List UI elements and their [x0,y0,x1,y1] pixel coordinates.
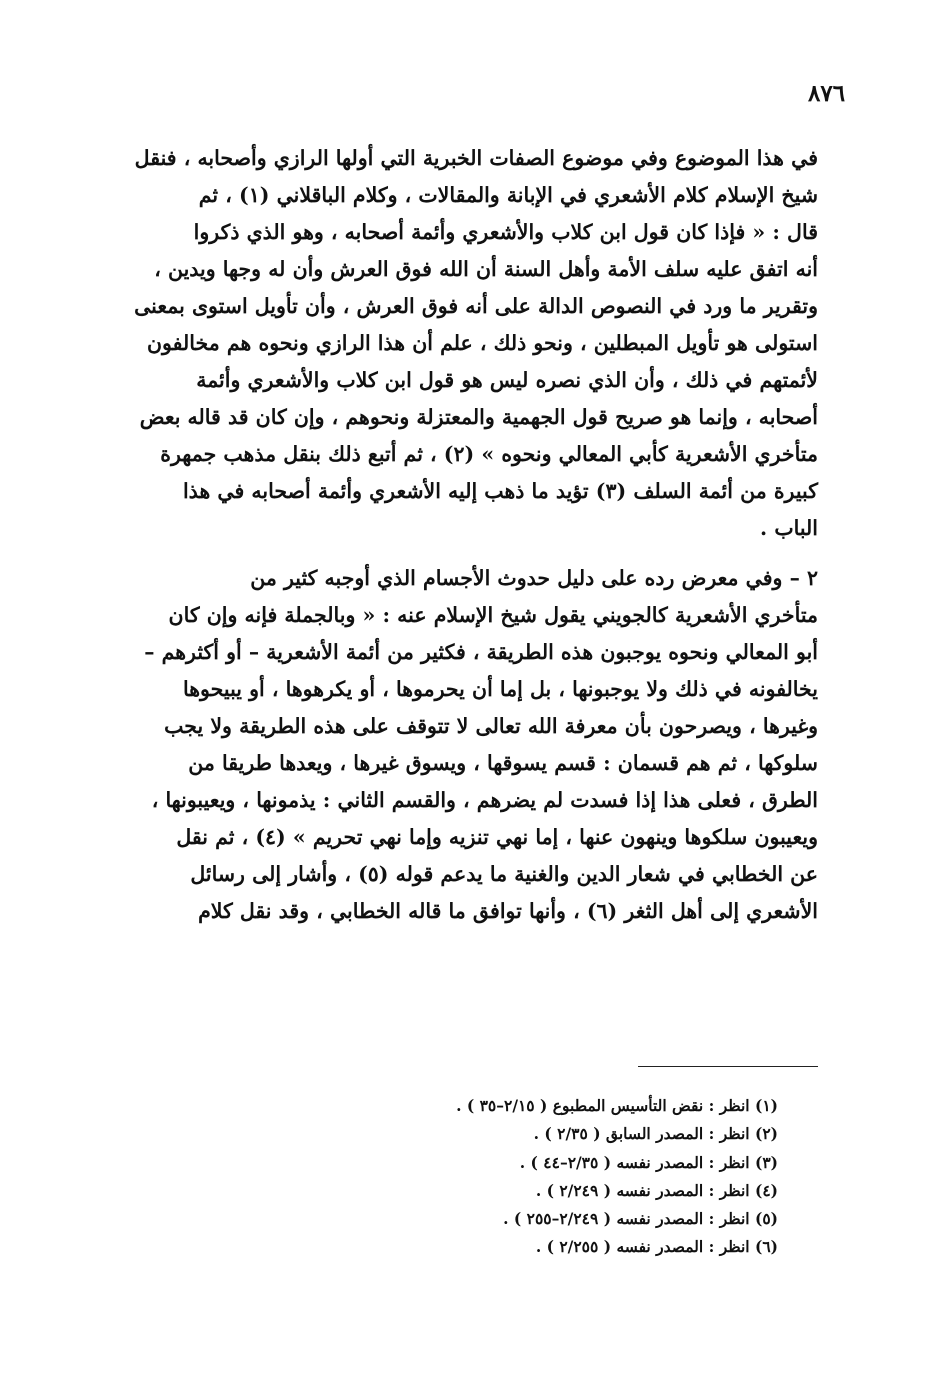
text-line: يخالفونه في ذلك ولا يوجبونها ، بل إما أن يحرموها ، أو يكرهوها ، أو يبيحوها [183,677,818,701]
text-line: وتقرير ما ورد في النصوص الدالة على أنه فوق العرش ، وأن تأويل استوى بمعنى [134,294,818,318]
text-line: أنه اتفق عليه سلف الأمة وأهل السنة أن الله فوق العرش وأن له وجها ويدين ، [154,257,818,281]
text-line: ويعيبون سلكوها وينهون عنها ، إما نهي تنزيه وإما نهي تحريم » (٤) ، ثم نقل [176,825,818,849]
footnote: (٦) انظر : المصدر نفسه ( ٢/٢٥٥ ) . [535,1237,778,1257]
text-line: متأخري الأشعرية كأبي المعالي ونحوه » (٢) ، ثم أتبع ذلك بنقل مذهب جمهرة [160,442,818,466]
text-line: كبيرة من أئمة السلف (٣) تؤيد ما ذهب إليه الأشعري وأئمة أصحابه في هذا [182,479,818,503]
text-line: الأشعري إلى أهل الثغر (٦) ، وأنها توافق ما قاله الخطابي ، وقد نقل كلام [198,899,818,923]
footnote: (٣) انظر : المصدر نفسه ( ٢/٣٥–٤٤ ) . [519,1152,778,1172]
text-line: لأئمتهم في ذلك ، وأن الذي نصره ليس هو قول ابن كلاب والأشعري وأئمة [196,368,818,392]
text-line: في هذا الموضوع وفي موضوع الصفات الخبرية التي أولها الرازي وأصحابه ، فنقل [134,146,818,170]
footnote: (٢) انظر : المصدر السابق ( ٢/٣٥ ) . [533,1124,778,1144]
text-line: أبو المعالي ونحوه يوجبون هذه الطريقة ، فكثير من أئمة الأشعرية – أو أكثرهم – [144,640,818,664]
footnote: (٥) انظر : المصدر نفسه ( ٢/٢٤٩–٢٥٥ ) . [503,1209,778,1229]
text-line: الباب . [760,516,818,540]
footnote: (١) انظر : نقض التأسيس المطبوع ( ٢/١٥–٣٥ ) . [456,1096,778,1115]
text-line: شيخ الإسلام كلام الأشعري في الإبانة والمقالات ، وكلام الباقلاني (١) ، ثم [198,183,818,207]
text-line: عن الخطابي في شعار الدين والغنية ما يدعم قوله (٥) ، وأشار إلى رسائل [190,862,818,886]
paragraph-1 [128,140,818,547]
footnote-divider [638,1066,818,1067]
body-text [128,140,818,930]
text-line: متأخري الأشعرية كالجويني يقول شيخ الإسلام عنه : « وبالجملة فإنه وإن كان [168,603,818,627]
text-line: وغيرها ، ويصرحون بأن معرفة الله تعالى لا تتوقف على هذه الطريقة ولا يجب [164,714,818,738]
text-line: أصحابه ، وإنما هو صريح قول الجهمية والمعتزلة ونحوهم ، وإن كان قد قاله بعض [139,405,818,429]
footnote: (٤) انظر : المصدر نفسه ( ٢/٢٤٩ ) . [535,1180,778,1200]
text-line: استولى هو تأويل المبطلين ، ونحو ذلك ، علم أن هذا الرازي ونحوه هم مخالفون [147,331,818,355]
text-line: ٢ – وفي معرض رده على دليل حدوث الأجسام الذي أوجبه كثير من [250,566,818,590]
page-number: ٨٧٦ [808,80,846,107]
paragraph-2 [128,560,818,930]
text-line: قال : « فإذا كان قول ابن كلاب والأشعري وأئمة أصحابه ، وهو الذي ذكروا [193,220,818,244]
text-line: سلوكها ، ثم هم قسمان : قسم يسوقها ، ويسوق غيرها ، ويعدها طريقا من [188,751,818,775]
text-line: الطرق ، فعلى هذا إذا فسدت لم يضرهم ، والقسم الثاني : يذمونها ، ويعيبونها ، [151,788,818,812]
footnotes [200,1092,778,1262]
